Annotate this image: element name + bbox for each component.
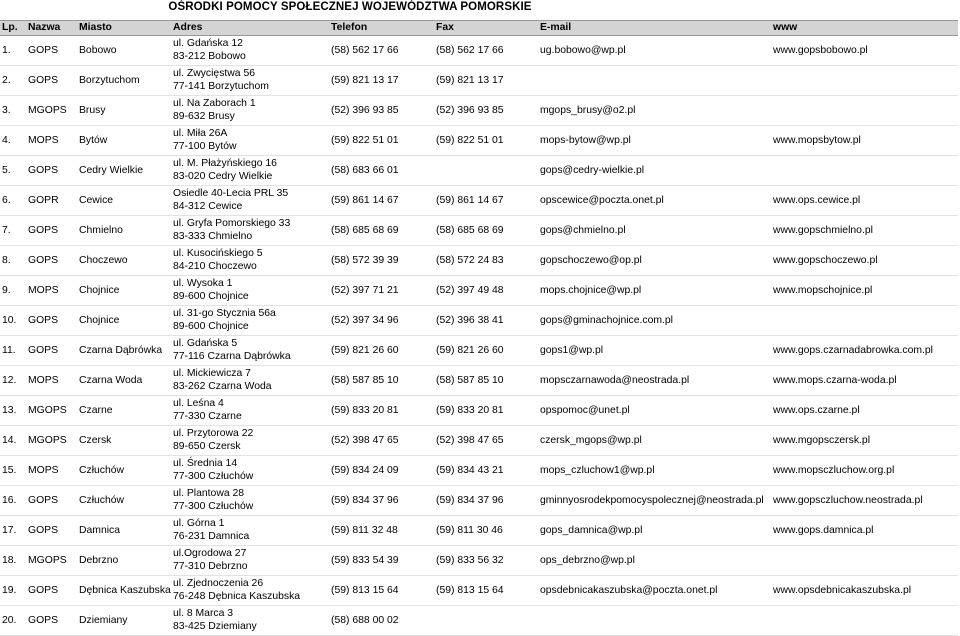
cell-nazwa: MGOPS <box>26 96 77 126</box>
cell-miasto: Dębnica Kaszubska <box>77 576 171 606</box>
address-postal: 83-333 Chmielno <box>173 230 253 242</box>
cell-telefon: (59) 834 24 09 <box>329 456 434 486</box>
cell-lp: 16. <box>0 486 26 516</box>
address-street: ul. Leśna 4 <box>173 398 224 409</box>
cell-telefon: (58) 685 68 69 <box>329 216 434 246</box>
address-street: ul. Zjednoczenia 26 <box>173 578 264 589</box>
cell-email: gops_damnica@wp.pl <box>538 516 771 546</box>
address-postal: 89-650 Czersk <box>173 440 241 452</box>
cell-miasto: Choczewo <box>77 246 171 276</box>
cell-www: www.mopschojnice.pl <box>771 276 958 306</box>
address-postal: 83-262 Czarna Woda <box>173 380 272 392</box>
address-postal: 76-248 Dębnica Kaszubska <box>173 590 301 602</box>
header-lp: Lp. <box>0 21 26 36</box>
cell-nazwa: GOPS <box>26 516 77 546</box>
cell-email: gminnyosrodekpomocyspolecznej@neostrada.pl <box>538 486 771 516</box>
cell-email: gops@gminachojnice.com.pl <box>538 306 771 336</box>
cell-adres <box>171 276 329 306</box>
cell-nazwa: MGOPS <box>26 546 77 576</box>
address-postal: 83-212 Bobowo <box>173 50 246 62</box>
cell-fax: (52) 397 49 48 <box>434 276 538 306</box>
cell-miasto: Borzytuchom <box>77 66 171 96</box>
cell-miasto: Bobowo <box>77 36 171 66</box>
address-street: ul.Ogrodowa 27 <box>173 548 247 559</box>
cell-nazwa: GOPS <box>26 336 77 366</box>
cell-www: www.gopsbobowo.pl <box>771 36 958 66</box>
cell-telefon: (52) 396 93 85 <box>329 96 434 126</box>
cell-email: czersk_mgops@wp.pl <box>538 426 771 456</box>
cell-www: www.gopsczluchow.neostrada.pl <box>771 486 958 516</box>
cell-nazwa: MOPS <box>26 276 77 306</box>
cell-adres <box>171 186 329 216</box>
cell-nazwa: GOPS <box>26 486 77 516</box>
cell-telefon: (58) 572 39 39 <box>329 246 434 276</box>
cell-fax: (59) 833 56 32 <box>434 546 538 576</box>
table-row <box>0 216 958 246</box>
cell-nazwa: MOPS <box>26 126 77 156</box>
cell-adres <box>171 456 329 486</box>
cell-lp: 8. <box>0 246 26 276</box>
address-postal: 83-425 Dziemiany <box>173 620 257 632</box>
table-row <box>0 276 958 306</box>
address-street: ul. 8 Marca 3 <box>173 608 234 619</box>
cell-www: www.mgopsczersk.pl <box>771 426 958 456</box>
cell-www <box>771 96 958 126</box>
address-street: ul. Na Zaborach 1 <box>173 98 256 109</box>
address-street: ul. Miła 26A <box>173 128 228 139</box>
cell-fax: (52) 396 38 41 <box>434 306 538 336</box>
cell-miasto: Brusy <box>77 96 171 126</box>
cell-fax: (58) 562 17 66 <box>434 36 538 66</box>
cell-adres <box>171 36 329 66</box>
cell-fax: (58) 572 24 83 <box>434 246 538 276</box>
cell-miasto: Czersk <box>77 426 171 456</box>
cell-www <box>771 306 958 336</box>
table-row <box>0 126 958 156</box>
cell-lp: 20. <box>0 606 26 636</box>
header-nazwa: Nazwa <box>26 21 77 36</box>
cell-lp: 2. <box>0 66 26 96</box>
cell-fax: (58) 685 68 69 <box>434 216 538 246</box>
cell-telefon: (59) 822 51 01 <box>329 126 434 156</box>
cell-nazwa: GOPS <box>26 306 77 336</box>
cell-lp: 1. <box>0 36 26 66</box>
address-street: ul. Mickiewicza 7 <box>173 368 251 379</box>
cell-miasto: Chojnice <box>77 306 171 336</box>
table-header-row <box>0 21 958 36</box>
header-adres: Adres <box>171 21 329 36</box>
table-row <box>0 486 958 516</box>
address-postal: 89-600 Chojnice <box>173 320 249 332</box>
address-street: ul. 31-go Stycznia 56a <box>173 308 276 319</box>
cell-www: www.gops.damnica.pl <box>771 516 958 546</box>
cell-www <box>771 156 958 186</box>
cell-lp: 9. <box>0 276 26 306</box>
cell-email: gopschoczewo@op.pl <box>538 246 771 276</box>
cell-nazwa: GOPS <box>26 66 77 96</box>
cell-telefon: (59) 821 13 17 <box>329 66 434 96</box>
cell-nazwa: MGOPS <box>26 426 77 456</box>
cell-www: www.gops.czarnadabrowka.com.pl <box>771 336 958 366</box>
table-row <box>0 366 958 396</box>
cell-fax: (59) 834 43 21 <box>434 456 538 486</box>
header-www: www <box>771 21 958 36</box>
table-row <box>0 96 958 126</box>
address-street: ul. Gdańska 5 <box>173 338 238 349</box>
cell-email: mgops_brusy@o2.pl <box>538 96 771 126</box>
address-street: ul. Przytorowa 22 <box>173 428 254 439</box>
cell-email <box>538 606 771 636</box>
table-row <box>0 66 958 96</box>
cell-nazwa: MGOPS <box>26 396 77 426</box>
header-miasto: Miasto <box>77 21 171 36</box>
cell-miasto: Dziemiany <box>77 606 171 636</box>
centers-table <box>0 20 958 636</box>
cell-www <box>771 606 958 636</box>
table-row <box>0 546 958 576</box>
cell-adres <box>171 126 329 156</box>
address-postal: 89-600 Chojnice <box>173 290 249 302</box>
cell-adres <box>171 156 329 186</box>
cell-www: www.mopsczluchow.org.pl <box>771 456 958 486</box>
cell-lp: 17. <box>0 516 26 546</box>
cell-fax: (59) 821 13 17 <box>434 66 538 96</box>
cell-email: opspomoc@unet.pl <box>538 396 771 426</box>
address-postal: 83-020 Cedry Wielkie <box>173 170 273 182</box>
cell-telefon: (59) 861 14 67 <box>329 186 434 216</box>
cell-nazwa: GOPS <box>26 606 77 636</box>
cell-nazwa: GOPS <box>26 156 77 186</box>
cell-miasto: Chmielno <box>77 216 171 246</box>
cell-www: www.ops.czarne.pl <box>771 396 958 426</box>
cell-adres <box>171 606 329 636</box>
address-postal: 77-141 Borzytuchom <box>173 80 269 92</box>
cell-lp: 10. <box>0 306 26 336</box>
cell-email: gops@cedry-wielkie.pl <box>538 156 771 186</box>
address-postal: 77-300 Człuchów <box>173 470 254 482</box>
cell-telefon: (52) 397 71 21 <box>329 276 434 306</box>
table-row <box>0 246 958 276</box>
cell-nazwa: GOPR <box>26 186 77 216</box>
table-row <box>0 606 958 636</box>
cell-lp: 15. <box>0 456 26 486</box>
cell-telefon: (58) 688 00 02 <box>329 606 434 636</box>
cell-telefon: (59) 813 15 64 <box>329 576 434 606</box>
cell-lp: 12. <box>0 366 26 396</box>
cell-telefon: (59) 833 20 81 <box>329 396 434 426</box>
address-postal: 77-300 Człuchów <box>173 500 254 512</box>
cell-lp: 19. <box>0 576 26 606</box>
cell-lp: 6. <box>0 186 26 216</box>
address-street: Osiedle 40-Lecia PRL 35 <box>173 188 289 199</box>
cell-adres <box>171 426 329 456</box>
cell-adres <box>171 396 329 426</box>
cell-adres <box>171 66 329 96</box>
cell-miasto: Damnica <box>77 516 171 546</box>
cell-www: www.mops.czarna-woda.pl <box>771 366 958 396</box>
cell-miasto: Cewice <box>77 186 171 216</box>
cell-nazwa: GOPS <box>26 576 77 606</box>
cell-miasto: Człuchów <box>77 486 171 516</box>
table-row <box>0 306 958 336</box>
cell-adres <box>171 306 329 336</box>
cell-telefon: (58) 683 66 01 <box>329 156 434 186</box>
cell-telefon: (59) 833 54 39 <box>329 546 434 576</box>
cell-email: ops_debrzno@wp.pl <box>538 546 771 576</box>
cell-miasto: Cedry Wielkie <box>77 156 171 186</box>
cell-telefon: (58) 562 17 66 <box>329 36 434 66</box>
cell-email: mopsczarnawoda@neostrada.pl <box>538 366 771 396</box>
cell-nazwa: MOPS <box>26 366 77 396</box>
cell-adres <box>171 96 329 126</box>
address-postal: 84-210 Choczewo <box>173 260 257 272</box>
cell-lp: 4. <box>0 126 26 156</box>
cell-adres <box>171 246 329 276</box>
cell-adres <box>171 366 329 396</box>
cell-telefon: (52) 398 47 65 <box>329 426 434 456</box>
address-postal: 77-100 Bytów <box>173 140 237 152</box>
address-postal: 77-310 Debrzno <box>173 560 248 572</box>
address-postal: 77-116 Czarna Dąbrówka <box>173 350 291 362</box>
cell-fax: (59) 813 15 64 <box>434 576 538 606</box>
address-street: ul. Plantowa 28 <box>173 488 245 499</box>
cell-miasto: Czarne <box>77 396 171 426</box>
address-street: ul. M. Płażyńskiego 16 <box>173 158 277 169</box>
cell-fax: (59) 811 30 46 <box>434 516 538 546</box>
cell-telefon: (59) 834 37 96 <box>329 486 434 516</box>
address-street: ul. Zwycięstwa 56 <box>173 68 255 79</box>
cell-fax: (59) 834 37 96 <box>434 486 538 516</box>
cell-adres <box>171 576 329 606</box>
cell-miasto: Debrzno <box>77 546 171 576</box>
cell-fax <box>434 156 538 186</box>
table-row <box>0 516 958 546</box>
address-street: ul. Gdańska 12 <box>173 38 243 49</box>
cell-email: mops.chojnice@wp.pl <box>538 276 771 306</box>
cell-telefon: (52) 397 34 96 <box>329 306 434 336</box>
table-row <box>0 426 958 456</box>
address-postal: 76-231 Damnica <box>173 530 250 542</box>
cell-lp: 18. <box>0 546 26 576</box>
header-fax: Fax <box>434 21 538 36</box>
table-row <box>0 576 958 606</box>
cell-adres <box>171 516 329 546</box>
cell-adres <box>171 216 329 246</box>
cell-fax: (52) 398 47 65 <box>434 426 538 456</box>
cell-email: gops@chmielno.pl <box>538 216 771 246</box>
cell-fax <box>434 606 538 636</box>
table-row <box>0 186 958 216</box>
cell-email: mops-bytow@wp.pl <box>538 126 771 156</box>
cell-lp: 3. <box>0 96 26 126</box>
cell-lp: 11. <box>0 336 26 366</box>
cell-fax: (58) 587 85 10 <box>434 366 538 396</box>
cell-miasto: Czarna Dąbrówka <box>77 336 171 366</box>
cell-nazwa: GOPS <box>26 36 77 66</box>
cell-www: www.ops.cewice.pl <box>771 186 958 216</box>
cell-email: ug.bobowo@wp.pl <box>538 36 771 66</box>
address-postal: 89-632 Brusy <box>173 110 235 122</box>
address-street: ul. Gryfa Pomorskiego 33 <box>173 218 291 229</box>
cell-www <box>771 546 958 576</box>
page-title: OŚRODKI POMOCY SPOŁECZNEJ WOJEWÓDZTWA POMORSKIE <box>168 1 532 13</box>
table-row <box>0 336 958 366</box>
cell-www: www.opsdebnicakaszubska.pl <box>771 576 958 606</box>
cell-miasto: Chojnice <box>77 276 171 306</box>
cell-email: opsdebnicakaszubska@poczta.onet.pl <box>538 576 771 606</box>
cell-miasto: Bytów <box>77 126 171 156</box>
table-row <box>0 156 958 186</box>
cell-miasto: Czarna Woda <box>77 366 171 396</box>
address-street: ul. Wysoka 1 <box>173 278 233 289</box>
address-street: ul. Kusocińskiego 5 <box>173 248 263 259</box>
cell-lp: 5. <box>0 156 26 186</box>
cell-www: www.gopschmielno.pl <box>771 216 958 246</box>
cell-nazwa: MOPS <box>26 456 77 486</box>
cell-fax: (59) 833 20 81 <box>434 396 538 426</box>
cell-adres <box>171 546 329 576</box>
cell-nazwa: GOPS <box>26 246 77 276</box>
cell-adres <box>171 486 329 516</box>
cell-miasto: Człuchów <box>77 456 171 486</box>
cell-www: www.gopschoczewo.pl <box>771 246 958 276</box>
address-postal: 77-330 Czarne <box>173 410 242 422</box>
cell-lp: 14. <box>0 426 26 456</box>
cell-www: www.mopsbytow.pl <box>771 126 958 156</box>
cell-fax: (59) 861 14 67 <box>434 186 538 216</box>
cell-telefon: (58) 587 85 10 <box>329 366 434 396</box>
cell-email <box>538 66 771 96</box>
cell-adres <box>171 336 329 366</box>
header-email: E-mail <box>538 21 771 36</box>
cell-www <box>771 66 958 96</box>
address-street: ul. Górna 1 <box>173 518 225 529</box>
table-row <box>0 36 958 66</box>
header-telefon: Telefon <box>329 21 434 36</box>
cell-telefon: (59) 821 26 60 <box>329 336 434 366</box>
table-row <box>0 396 958 426</box>
cell-nazwa: GOPS <box>26 216 77 246</box>
cell-email: gops1@wp.pl <box>538 336 771 366</box>
cell-lp: 13. <box>0 396 26 426</box>
cell-telefon: (59) 811 32 48 <box>329 516 434 546</box>
cell-fax: (59) 822 51 01 <box>434 126 538 156</box>
cell-email: opscewice@poczta.onet.pl <box>538 186 771 216</box>
table-row <box>0 456 958 486</box>
address-street: ul. Średnia 14 <box>173 458 238 469</box>
cell-lp: 7. <box>0 216 26 246</box>
address-postal: 84-312 Cewice <box>173 200 243 212</box>
cell-fax: (52) 396 93 85 <box>434 96 538 126</box>
cell-fax: (59) 821 26 60 <box>434 336 538 366</box>
cell-email: mops_czluchow1@wp.pl <box>538 456 771 486</box>
